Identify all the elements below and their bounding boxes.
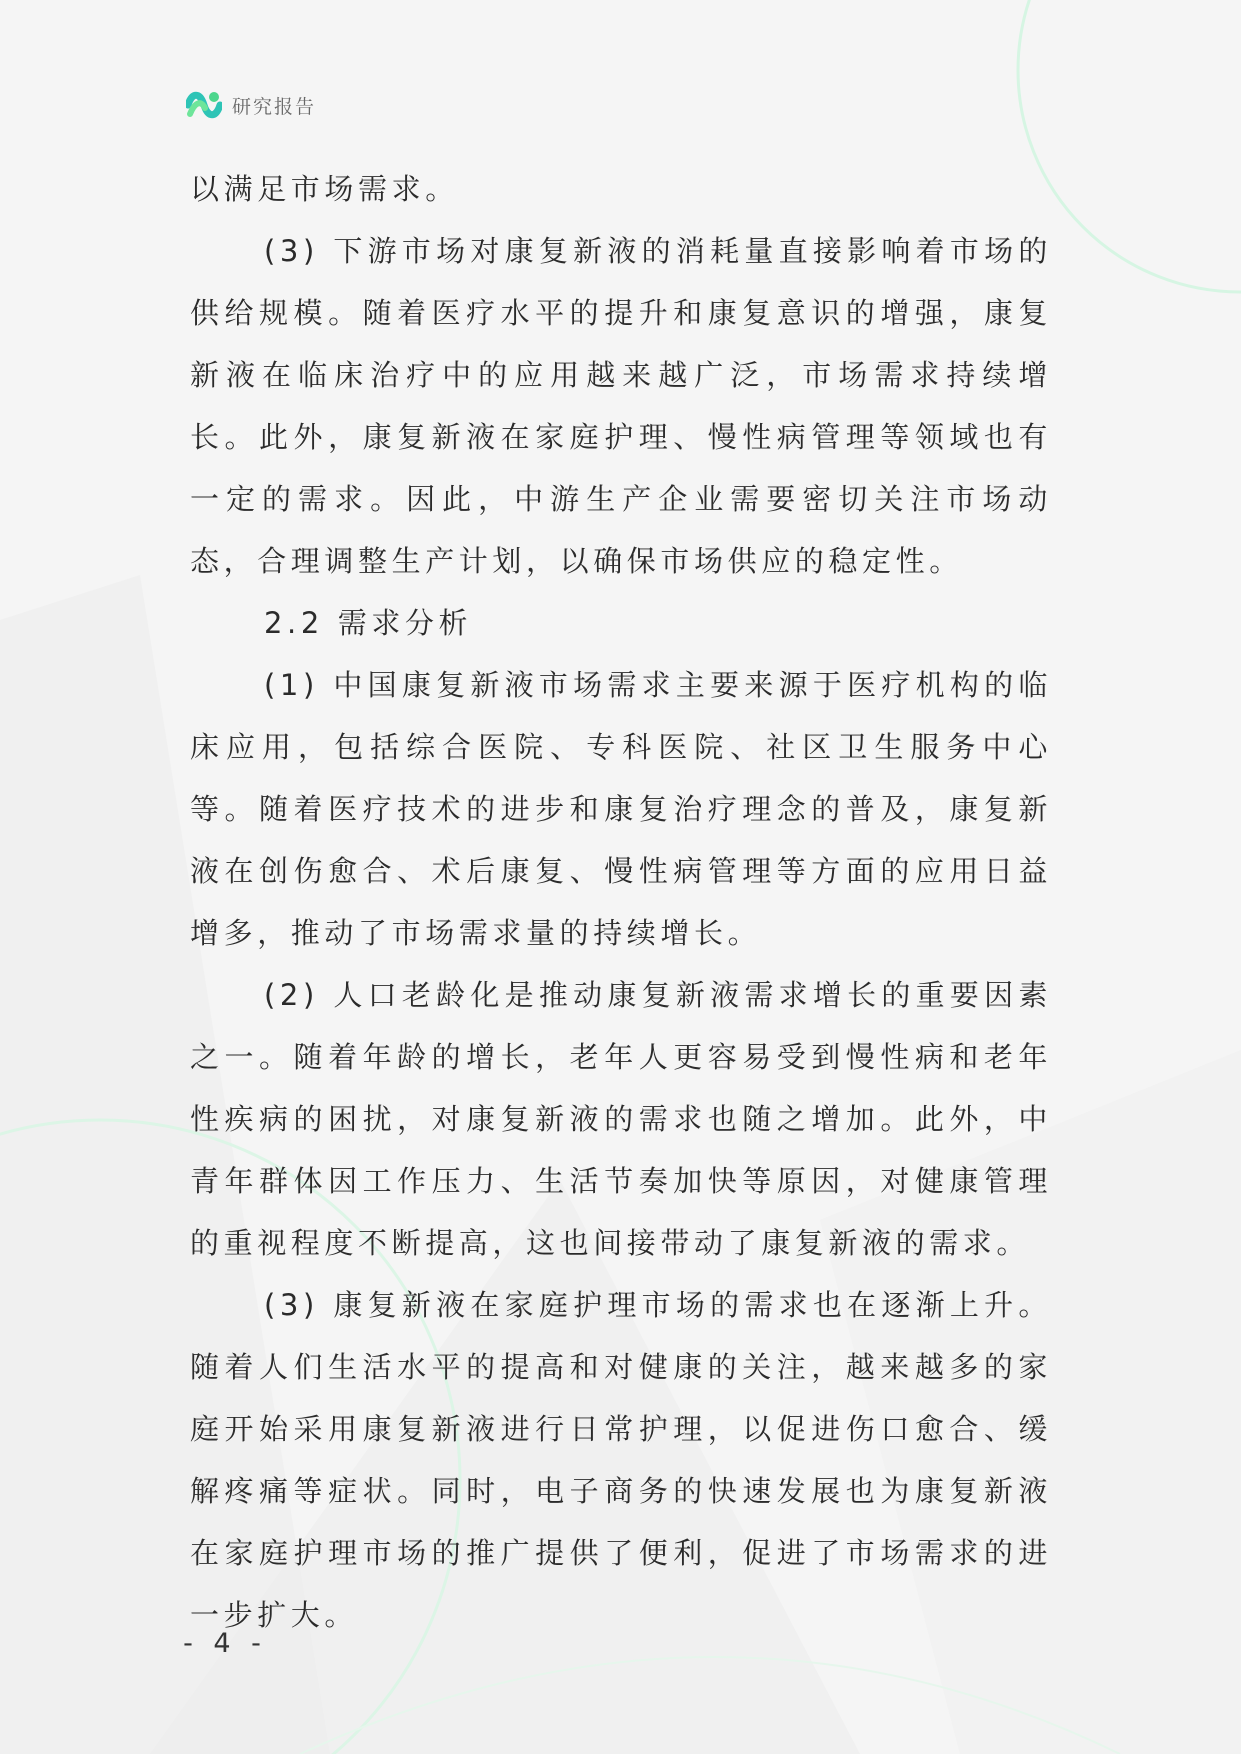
brand-logo-icon — [186, 88, 222, 122]
paragraph: (3) 下游市场对康复新液的消耗量直接影响着市场的供给规模。随着医疗水平的提升和康复意识的增强，康复新液在临床治疗中的应用越来越广泛，市场需求持续增长。此外，康复新液在家庭护理、慢性病管理等领域也有一定的需求。因此，中游生产企业需要密切关注市场动态，合理调整生产计划，以确保市场供应的稳定性。 — [190, 234, 1052, 578]
document-body — [190, 158, 1052, 1646]
page-number: - 4 - — [183, 1628, 267, 1659]
paragraph: (2) 人口老龄化是推动康复新液需求增长的重要因素之一。随着年龄的增长，老年人更容易受到慢性病和老年性疾病的困扰，对康复新液的需求也随之增加。此外，中青年群体因工作压力、生活节奏加快等原因，对健康管理的重视程度不断提高，这也间接带动了康复新液的需求。 — [190, 978, 1052, 1260]
paragraph: (3) 康复新液在家庭护理市场的需求也在逐渐上升。随着人们生活水平的提高和对健康的关注，越来越多的家庭开始采用康复新液进行日常护理，以促进伤口愈合、缓解疼痛等症状。同时，电子商务的快速发展也为康复新液在家庭护理市场的推广提供了便利，促进了市场需求的进一步扩大。 — [190, 1288, 1052, 1632]
header-title: 研究报告 — [232, 95, 317, 118]
paragraph-continuation: 以满足市场需求。 — [190, 172, 459, 206]
paragraph: (1) 中国康复新液市场需求主要来源于医疗机构的临床应用，包括综合医院、专科医院、社区卫生服务中心等。随着医疗技术的进步和康复治疗理念的普及，康复新液在创伤愈合、术后康复、慢性病管理等方面的应用日益增多，推动了市场需求量的持续增长。 — [190, 668, 1052, 950]
document-header — [186, 88, 316, 122]
section-heading: 2.2 需求分析 — [264, 606, 473, 640]
